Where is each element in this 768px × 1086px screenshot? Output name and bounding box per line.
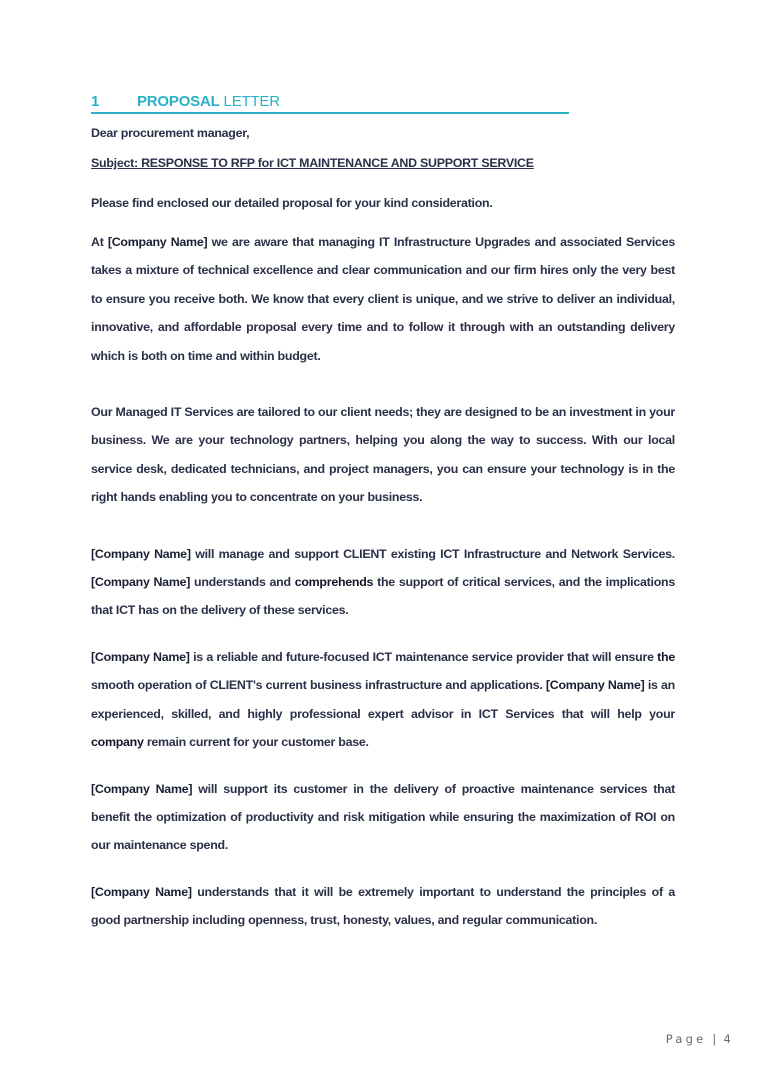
paragraph-4-text-a: is a reliable and future-focused ICT maintenance service provider that will ensure (189, 649, 658, 664)
section-title-rest: LETTER (223, 93, 280, 110)
company-name-placeholder: [Company Name] (107, 235, 208, 249)
paragraph-3 (91, 540, 675, 625)
paragraph-3-text-c: the support of critical services, and the implications that ICT has on the delivery of these services. (91, 575, 675, 618)
paragraph-6 (91, 878, 675, 935)
paragraph-6-text: understands that it will be extremely important to understand the principles of a good partnership including openness, trust, honesty, values, and regular communication. (91, 884, 675, 928)
paragraph-1-text: we are aware that managing IT Infrastructure Upgrades and associated Services takes a mixture of technical excellence and clear communication and our firm hires only the very best to ensure you receive both. We know that every client is unique, and we strive to deliver an individual, innovative, and affordable proposal every time and to follow it through with an outstanding delivery which is both on time and within budget. (91, 235, 675, 363)
company-name-placeholder: [Company Name] (545, 678, 645, 693)
paragraph-3-text-b: understands and (190, 575, 295, 590)
paragraph-4-text-b: smooth operation of CLIENT's current business infrastructure and applications. (91, 678, 546, 693)
footer-separator: | (712, 1032, 720, 1046)
emphasized-word: the (657, 649, 675, 664)
company-name-placeholder: [Company Name] (91, 649, 190, 664)
salutation: Dear procurement manager, (91, 126, 250, 140)
section-number: 1 (91, 93, 100, 110)
paragraph-4-text-c: is an experienced, skilled, and highly professional expert advisor in ICT Services that will help your (91, 678, 675, 721)
subject-line: Subject: RESPONSE TO RFP for ICT MAINTENANCE AND SUPPORT SERVICE (91, 156, 534, 170)
letter-body (91, 122, 675, 935)
section-heading (91, 92, 569, 114)
company-name-placeholder: [Company Name] (91, 575, 191, 590)
company-name-placeholder: [Company Name] (91, 884, 192, 899)
emphasized-word: company (91, 735, 144, 750)
paragraph-1 (91, 228, 675, 370)
paragraph-2: Our Managed IT Services are tailored to our client needs; they are designed to be an investment in your business. We are your technology partners, helping you along the way to success. With our local service desk, dedicated technicians, and project managers, you can ensure your technology is in the right hands enabling you to concentrate on your business. (91, 405, 675, 505)
paragraph-5 (91, 775, 675, 860)
paragraph-5-text: will support its customer in the delivery of proactive maintenance services that benefit the optimization of productivity and risk mitigation while ensuring the maximization of ROI on our maintenance spend. (91, 781, 676, 853)
company-name-placeholder: [Company Name] (91, 546, 191, 561)
paragraph-1-lead: At (91, 235, 108, 249)
intro-paragraph: Please find enclosed our detailed proposal for your kind consideration. (91, 196, 493, 210)
page-footer (666, 1032, 734, 1046)
paragraph-4 (91, 643, 675, 757)
paragraph-4-text-d: remain current for your customer base. (143, 735, 369, 750)
page-label: Page (665, 1032, 707, 1046)
company-name-placeholder: [Company Name] (91, 781, 193, 796)
emphasized-word: comprehends (294, 575, 374, 590)
paragraph-3-text-a: will manage and support CLIENT existing ICT Infrastructure and Network Services. (190, 546, 675, 561)
page-number: 4 (723, 1032, 734, 1046)
section-title-bold: PROPOSAL (137, 93, 220, 110)
